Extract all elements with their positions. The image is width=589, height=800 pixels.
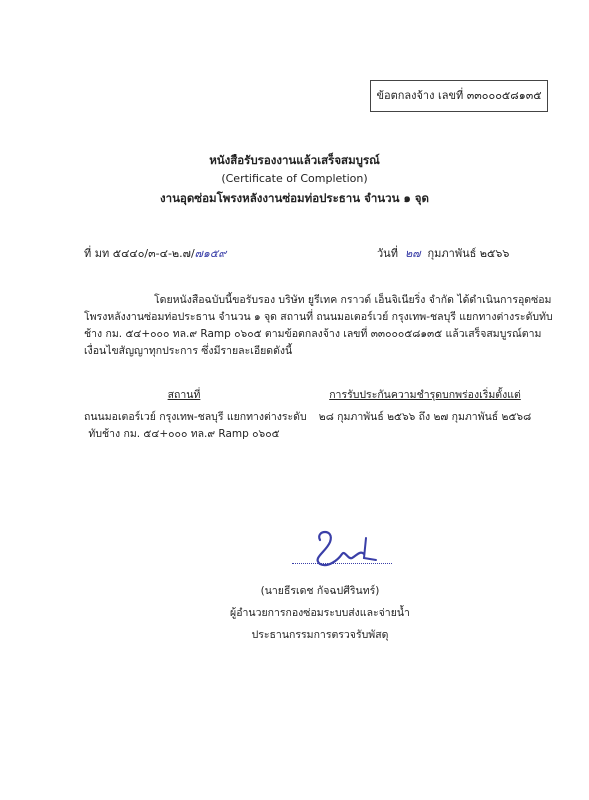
location-line: ถนนมอเตอร์เวย์ กรุงเทพ-ชลบุรี แยกทางต่างระดับ	[84, 411, 307, 423]
signature-line	[292, 563, 392, 564]
document-subject: งานอุดซ่อมโพรงหลังงานซ่อมท่อประธาน จำนวน ๑ จุด	[160, 191, 429, 205]
warranty-period: ๒๘ กุมภาพันธ์ ๒๕๖๖ ถึง ๒๗ กุมภาพันธ์ ๒๕๖๘	[318, 411, 532, 423]
signer-role: ประธานกรรมการตรวจรับพัสดุ	[251, 629, 389, 641]
body-line: โพรงหลังงานซ่อมท่อประธาน จำนวน ๑ จุด สถานที่ ถนนมอเตอร์เวย์ กรุงเทพ-ชลบุรี แยกทางต่างระดับทับ	[84, 311, 553, 323]
body-line: ช้าง กม. ๕๔+๐๐๐ ทล.๙ Ramp ๐๖๐๕ ตามข้อตกลงจ้าง เลขที่ ๓๓๐๐๐๕๘๑๓๕ แล้วเสร็จสมบูรณ์ตาม	[84, 328, 542, 340]
reference-prefix: ที่ มท ๕๔๔๐/๓-๔-๒.๗/	[84, 247, 195, 260]
document-title: หนังสือรับรองงานแล้วเสร็จสมบูรณ์	[209, 153, 380, 167]
date-month-year: กุมภาพันธ์ ๒๕๖๖	[427, 247, 510, 260]
contract-number-box	[370, 80, 548, 112]
warranty-section	[310, 387, 540, 426]
document-title-english: (Certificate of Completion)	[221, 172, 368, 185]
signer-position: ผู้อำนวยการกองซ่อมระบบส่งและจ่ายน้ำ	[230, 607, 410, 619]
body-line: เงื่อนไขสัญญาทุกประการ ซึ่งมีรายละเอียดดังนี้	[84, 345, 293, 357]
signer-name: (นายธีรเดช กัจฉปศีรินทร์)	[260, 585, 380, 597]
warranty-heading: การรับประกันความชำรุดบกพร่องเริ่มตั้งแต่	[329, 389, 521, 401]
document-date	[377, 244, 509, 262]
location-heading: สถานที่	[167, 389, 201, 401]
reference-number	[84, 244, 226, 262]
location-section	[84, 387, 307, 443]
location-line: ทับช้าง กม. ๕๔+๐๐๐ ทล.๙ Ramp ๐๖๐๕	[88, 428, 280, 440]
body-line: โดยหนังสือฉบับนี้ขอรับรอง บริษัท ยูรีเทค กราวด์ เอ็นจิเนียริ่ง จำกัด ได้ดำเนินการอุดซ่อม	[154, 294, 552, 306]
reference-handwritten-number: ๗๑๕๙	[194, 247, 227, 260]
date-label: วันที่	[377, 247, 398, 260]
contract-number-text: ข้อตกลงจ้าง เลขที่ ๓๓๐๐๐๕๘๑๓๕	[376, 89, 542, 102]
body-paragraph	[84, 292, 553, 360]
date-day-handwritten: ๒๗	[404, 247, 421, 260]
